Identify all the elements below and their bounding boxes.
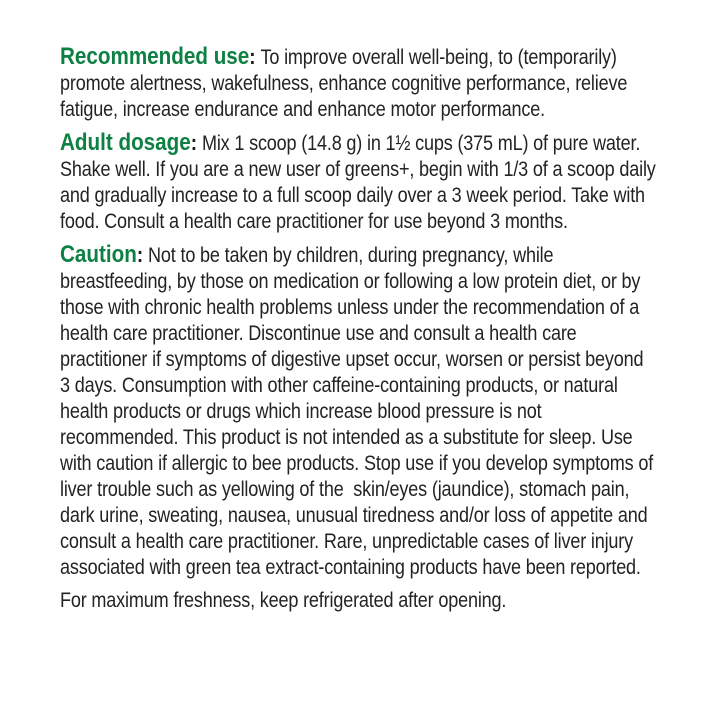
label-line: dark urine, sweating, nausea, unusual tiredness and/or loss of appetite and xyxy=(60,504,648,527)
label-line-text: Not to be taken by children, during pregnancy, while xyxy=(148,244,554,267)
recommended-use-heading: Recommended use xyxy=(60,43,250,70)
label-line: consult a health care practitioner. Rare, unpredictable cases of liver injury xyxy=(60,530,634,553)
heading-colon: : xyxy=(136,242,149,267)
adult-dosage-heading: Adult dosage xyxy=(60,129,191,156)
label-line: Shake well. If you are a new user of greens+, begin with 1/3 of a scoop daily xyxy=(60,158,656,181)
label-line: food. Consult a health care practitioner for use beyond 3 months. xyxy=(60,210,568,233)
label-line: liver trouble such as yellowing of the skin/eyes (jaundice), stomach pain, xyxy=(60,478,630,501)
label-line: For maximum freshness, keep refrigerated after opening. xyxy=(60,589,507,612)
heading-colon: : xyxy=(249,44,261,69)
caution-section xyxy=(60,242,720,581)
label-line-text: Mix 1 scoop (14.8 g) in 1½ cups (375 mL) of pure water. xyxy=(201,132,641,155)
label-line: health products or drugs which increase blood pressure is not xyxy=(60,400,542,423)
adult-dosage-section xyxy=(60,130,720,235)
label-line xyxy=(60,130,720,157)
heading-colon: : xyxy=(190,130,202,155)
caution-heading: Caution xyxy=(60,241,137,268)
label-line: practitioner if symptoms of digestive upset occur, worsen or persist beyond xyxy=(60,348,644,371)
label-line: recommended. This product is not intended as a substitute for sleep. Use xyxy=(60,426,633,449)
label-line: health care practitioner. Discontinue use and consult a health care xyxy=(60,322,577,345)
label-line: and gradually increase to a full scoop daily over a 3 week period. Take with xyxy=(60,184,645,207)
label-line: promote alertness, wakefulness, enhance cognitive performance, relieve xyxy=(60,72,628,95)
recommended-use-section xyxy=(60,44,720,123)
label-line xyxy=(60,44,720,71)
label-line: breastfeeding, by those on medication or following a low protein diet, or by xyxy=(60,270,641,293)
product-label-text-block xyxy=(60,44,720,614)
label-line: 3 days. Consumption with other caffeine-containing products, or natural xyxy=(60,374,618,397)
label-line: fatigue, increase endurance and enhance motor performance. xyxy=(60,98,545,121)
label-line: with caution if allergic to bee products. Stop use if you develop symptoms of xyxy=(60,452,654,475)
freshness-note-section xyxy=(60,588,720,614)
label-line xyxy=(60,242,720,269)
label-line: associated with green tea extract-containing products have been reported. xyxy=(60,556,641,579)
label-line-text: To improve overall well-being, to (temporarily) xyxy=(260,46,617,69)
label-line: those with chronic health problems unless under the recommendation of a xyxy=(60,296,640,319)
